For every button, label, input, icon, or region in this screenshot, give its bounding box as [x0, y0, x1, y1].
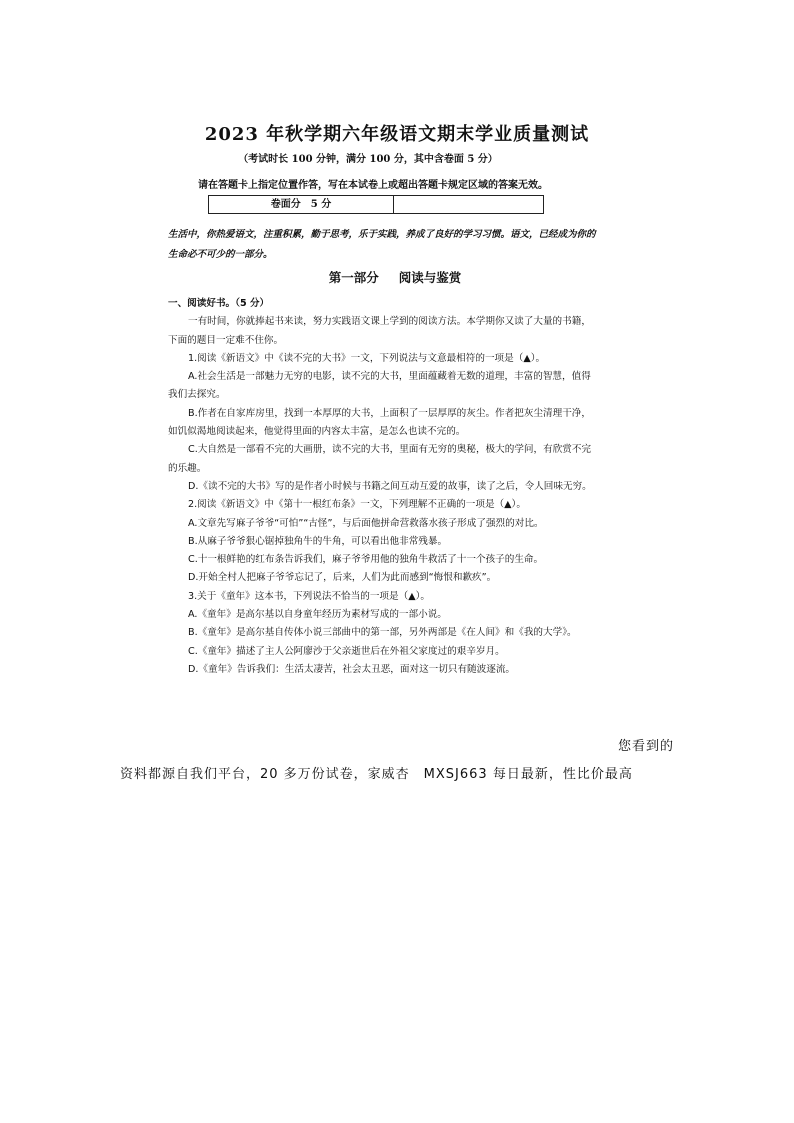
section-name: 阅读与鉴赏 — [398, 270, 462, 285]
question-stem: 3.关于《童年》这本书，下列说法不恰当的一项是（▲）。 — [188, 590, 430, 602]
question-stem: 2.阅读《新语文》中《第十一根红布条》一文，下列理解不正确的一项是（▲）。 — [188, 499, 526, 511]
footer-line-2: 资料都源自我们平台，20 多万份试卷，家威杏 MXSJ663 每日最新，性比价最高 — [120, 767, 633, 782]
option-a: A.社会生活是一部魅力无穷的电影，读不完的大书，里面蕴藏着无数的道理，丰富的智慧，值得我们去探究。 — [168, 371, 591, 401]
lead-paragraph: 一有时间，你就捧起书来读，努力实践语文课上学到的阅读方法。本学期你又读了大量的书籍，下面的题目一定难不住你。 — [168, 316, 591, 346]
option-b: B.《童年》是高尔基自传体小说三部曲中的第一部，另外两部是《在人间》和《我的大学》。 — [188, 627, 577, 639]
section-title — [0, 268, 790, 286]
option-c: C.《童年》描述了主人公阿廖沙于父亲逝世后在外祖父家度过的艰辛岁月。 — [188, 645, 505, 657]
exam-subtitle: （考试时长 100 分钟，满分 100 分，其中含卷面 5 分） — [238, 154, 498, 165]
option-b: B.从麻子爷爷狠心锯掉独角牛的牛角，可以看出他非常残暴。 — [188, 535, 448, 547]
option-c: C.十一根鲜艳的红布条告诉我们，麻子爷爷用他的独角牛救活了十一个孩子的生命。 — [188, 554, 544, 566]
question-content — [168, 295, 600, 679]
score-table — [208, 195, 544, 214]
option-d: D.开始全村人把麻子爷爷忘记了，后来，人们为此而感到“悔恨和歉疚”。 — [188, 572, 497, 584]
score-label: 卷面分 5 分 — [209, 196, 394, 213]
question-stem: 1.阅读《新语文》中《读不完的大书》一文，下列说法与文意最相符的一项是（▲）。 — [188, 352, 546, 364]
option-b: B.作者在自家库房里，找到一本厚厚的大书，上面积了一层厚厚的灰尘。作者把灰尘清理干净，如饥似渴地阅读起来，他觉得里面的内容太丰富，是怎么也读不完的。 — [168, 407, 591, 438]
option-a: A.《童年》是高尔基以自身童年经历为素材写成的一部小说。 — [188, 609, 447, 621]
option-a: A.文章先写麻子爷爷“可怕”“古怪”，与后面他拼命营救落水孩子形成了强烈的对比。 — [188, 517, 544, 529]
footer-line-1: 您看到的 — [617, 739, 674, 754]
question-heading: 一、阅读好书。（5 分） — [168, 298, 270, 309]
exam-title: 2023 年秋学期六年级语文期末学业质量测试 — [204, 124, 590, 145]
option-d: D.《童年》告诉我们：生活太凄苦，社会太丑恶，面对这一切只有随波逐流。 — [188, 663, 516, 675]
answer-notice: 请在答题卡上指定位置作答，写在本试卷上或超出答题卡规定区域的答案无效。 — [198, 180, 548, 191]
option-c: C.大自然是一部看不完的大画册，读不完的大书，里面有无穷的奥秘，极大的学问，有欣赏不完的乐趣。 — [168, 444, 592, 474]
section-part: 第一部分 — [328, 270, 379, 285]
score-blank-cell — [394, 196, 543, 213]
intro-paragraph: 生活中，你热爱语文，注重积累，勤于思考，乐于实践，养成了良好的学习习惯。语文，已经成为你的生命必不可少的一部分。 — [168, 229, 596, 260]
option-d: D.《读不完的大书》写的是作者小时候与书籍之间互动互爱的故事，读了之后，令人回味无穷。 — [188, 480, 592, 492]
